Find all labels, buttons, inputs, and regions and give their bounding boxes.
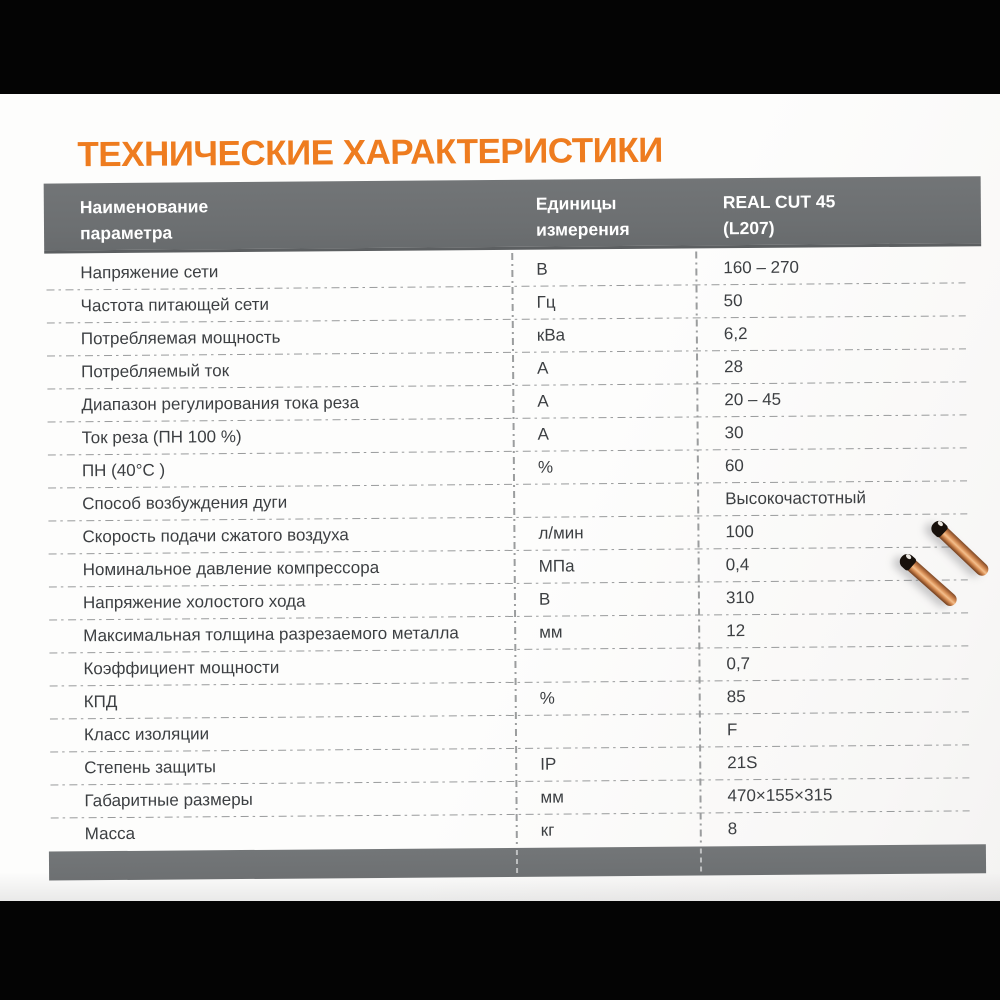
letterbox-top bbox=[0, 0, 1000, 94]
param-name: Номинальное давление компрессора bbox=[82, 557, 380, 580]
param-unit: % bbox=[537, 457, 554, 477]
header-model-line2: (L207) bbox=[722, 217, 775, 239]
param-value: 20 – 45 bbox=[724, 389, 782, 409]
param-name: Диапазон регулирования тока реза bbox=[81, 392, 360, 414]
param-unit: мм bbox=[539, 622, 563, 642]
param-value: 100 bbox=[725, 521, 754, 542]
header-parameter-line2: параметра bbox=[79, 222, 173, 244]
header-units-line2: измерения bbox=[535, 218, 630, 240]
param-value: 8 bbox=[727, 819, 738, 839]
param-unit: В bbox=[536, 259, 548, 279]
param-name: Масса bbox=[84, 824, 136, 844]
param-name: Способ возбуждения дуги bbox=[82, 492, 288, 514]
param-name: Класс изоляции bbox=[83, 724, 210, 745]
param-value: Высокочастотный bbox=[725, 487, 867, 509]
page-title: ТЕХНИЧЕСКИЕ ХАРАКТЕРИСТИКИ bbox=[77, 130, 663, 175]
header-units bbox=[511, 178, 696, 246]
header-parameter-line1: Наименование bbox=[79, 196, 209, 218]
param-name: Ток реза (ПН 100 %) bbox=[81, 426, 242, 448]
param-value: 28 bbox=[724, 356, 744, 376]
param-value: 160 – 270 bbox=[723, 257, 800, 277]
footer-separator-2 bbox=[700, 848, 702, 873]
param-value: 21S bbox=[727, 753, 758, 773]
header-model bbox=[695, 176, 982, 245]
param-unit: кВа bbox=[536, 325, 566, 345]
param-unit bbox=[515, 731, 699, 732]
param-name: ПН (40°С ) bbox=[81, 460, 166, 481]
param-unit: В bbox=[538, 589, 551, 609]
param-value: 12 bbox=[726, 621, 746, 641]
param-name: Коэффициент мощности bbox=[83, 657, 280, 679]
param-name: Потребляемый ток bbox=[81, 360, 230, 381]
param-name: Максимальная толщина разрезаемого металла bbox=[83, 623, 459, 646]
param-name: Напряжение сети bbox=[80, 261, 219, 282]
param-value: F bbox=[726, 720, 738, 740]
param-value: 310 bbox=[725, 587, 755, 608]
table-header bbox=[44, 176, 982, 253]
param-unit: Гц bbox=[536, 292, 556, 312]
param-unit: % bbox=[539, 688, 555, 708]
param-unit: л/мин bbox=[538, 523, 584, 543]
param-value: 60 bbox=[724, 455, 744, 476]
header-parameter bbox=[44, 180, 512, 251]
param-name: Потребляемая мощность bbox=[80, 327, 281, 348]
param-value: 30 bbox=[724, 422, 744, 442]
param-value: 6,2 bbox=[723, 323, 748, 343]
param-name: Частота питающей сети bbox=[80, 294, 270, 315]
param-name: КПД bbox=[83, 692, 118, 712]
param-value: 50 bbox=[723, 290, 743, 310]
header-model-line1: REAL CUT 45 bbox=[722, 191, 836, 213]
param-unit: А bbox=[537, 424, 550, 444]
param-value: 85 bbox=[726, 687, 746, 707]
param-name: Степень защиты bbox=[84, 757, 217, 778]
param-value: 0,7 bbox=[726, 654, 751, 674]
param-unit bbox=[514, 665, 698, 666]
table-footer-bar bbox=[49, 844, 986, 880]
letterbox-bottom bbox=[0, 901, 1000, 1000]
footer-separator-1 bbox=[516, 850, 518, 875]
param-unit: МПа bbox=[538, 556, 575, 576]
param-unit: А bbox=[537, 358, 549, 378]
param-unit bbox=[513, 499, 697, 500]
param-unit: мм bbox=[540, 787, 564, 807]
param-unit: кг bbox=[540, 820, 555, 841]
header-units-line1: Единицы bbox=[535, 193, 617, 214]
param-name: Напряжение холостого хода bbox=[82, 591, 306, 613]
param-value: 0,4 bbox=[725, 554, 750, 575]
param-value: 470×155×315 bbox=[727, 785, 833, 806]
param-name: Скорость подачи сжатого воздуха bbox=[82, 525, 349, 547]
param-unit: А bbox=[537, 391, 549, 411]
param-unit: IP bbox=[540, 754, 557, 774]
param-name: Габаритные размеры bbox=[84, 790, 253, 811]
